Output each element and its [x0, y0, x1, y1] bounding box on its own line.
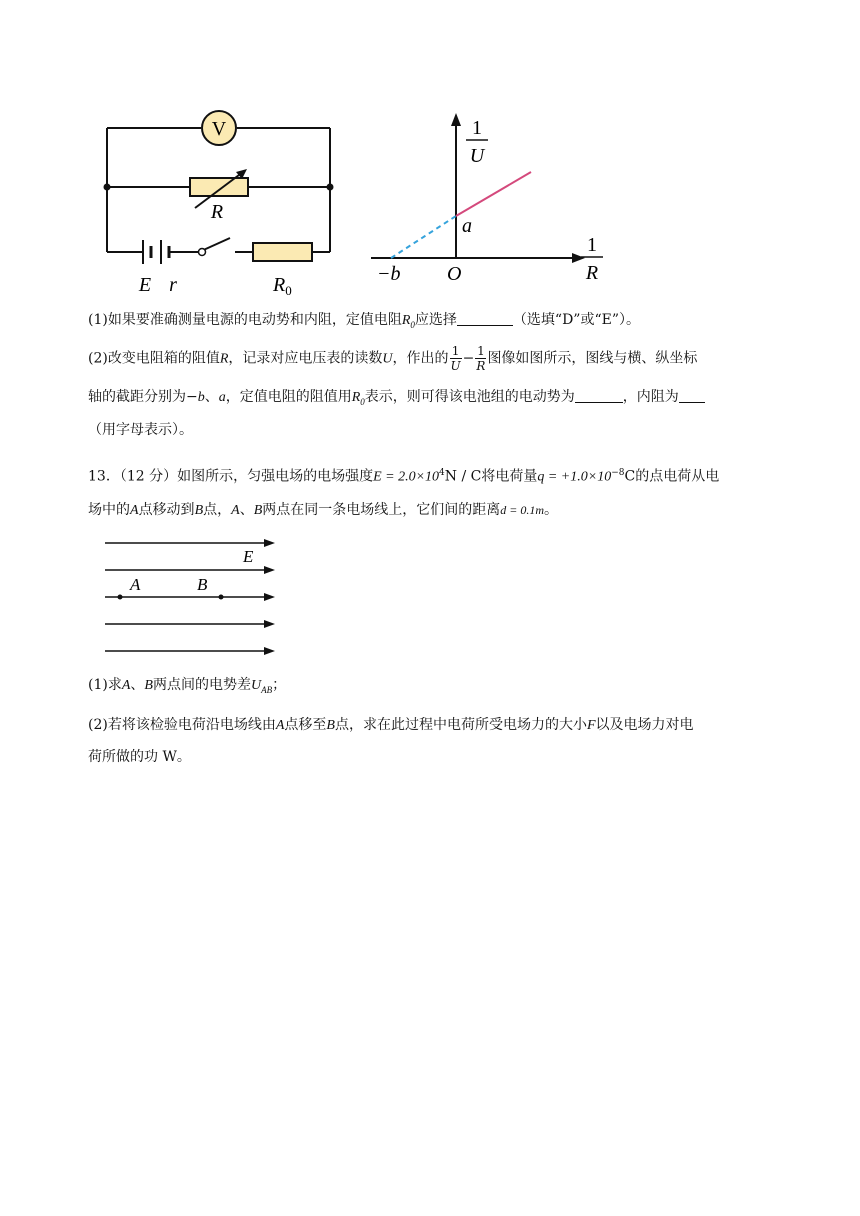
q13-l2e: 两点在同一条电场线上，它们间的距离 [262, 502, 501, 518]
q13-tail: 的点电荷从电 [635, 468, 720, 485]
q12-p2-R0-sub: 0 [360, 396, 365, 407]
q13-s2-end: 以及电场力对电 [595, 717, 694, 733]
q12-p2-R: R [219, 351, 229, 367]
field-arrowheads [264, 539, 275, 655]
q13-mid: 将电荷量 [481, 468, 538, 485]
q13-l2c: 点， [203, 502, 232, 518]
y-axis-label-num: 1 [472, 117, 482, 139]
q13-q-exp: −8 [611, 468, 625, 478]
q12-p1-text: (1)如果要准确测量电源的电动势和内阻，定值电阻 [88, 312, 402, 328]
q12-p1-post: 应选择 [414, 312, 457, 328]
q13-sub1 [88, 675, 286, 700]
answer-blank-internal[interactable] [679, 388, 705, 403]
q12-p2-U: U [382, 351, 393, 367]
y-axis-label-den: U [469, 145, 485, 167]
q13-sub2-line1 [88, 715, 694, 736]
q13-l2a: 场中的 [88, 502, 130, 518]
q13-l2f: 。 [544, 502, 559, 518]
inverse-graph [365, 108, 610, 288]
q13-s2-pre: (2)若将该检验电荷沿电场线由 [88, 717, 276, 733]
q12-p2-l2c: 表示，则可得该电池组的电动势为 [364, 389, 575, 405]
q12-p2-R0: R [351, 390, 361, 405]
q12-p2-l2d: ，内阻为 [622, 389, 679, 405]
x-intercept-label: −b [377, 263, 401, 285]
q13-q-expr: q = +1.0×10 [537, 469, 612, 485]
answer-blank-emf[interactable] [575, 388, 623, 403]
field-E-label: E [243, 547, 254, 566]
q12-p1-tail: （选填“D”或“E”）。 [512, 312, 640, 328]
q13-s1-mid: 两点间的电势差 [152, 677, 251, 693]
q12-p2-pre: (2)改变电阻箱的阻值 [88, 350, 220, 367]
point-A-label: A [130, 575, 141, 594]
q12-p2-mid1: ，记录对应电压表的读数 [228, 350, 383, 367]
extrapolated-dashed-line [391, 216, 456, 258]
q13-l2b: 点移动到 [138, 502, 195, 518]
switch-contact [199, 249, 206, 256]
q12-part2-line2 [88, 387, 705, 412]
fraction-1-over-U: $\frac{1}{U}$ [450, 344, 461, 373]
q13-s2-mid1: 点移至 [284, 717, 327, 733]
fraction-1-over-R: $\frac{1}{R}$ [476, 344, 486, 373]
circuit-diagram [95, 105, 345, 295]
junction-node-left [104, 184, 111, 191]
q13-line1 [88, 463, 719, 488]
q13-B-1: B [194, 503, 204, 518]
voltmeter-label: V [211, 118, 227, 140]
q13-E-expr: E = 2.0×10 [373, 469, 440, 485]
q12-p2-mid2: ，作出的 [392, 350, 449, 367]
data-line [456, 172, 531, 216]
y-intercept-label: a [462, 215, 472, 237]
q13-s1-end: ； [272, 677, 287, 693]
q12-p2-l2a: 轴的截距分别为− [88, 389, 198, 405]
point-B-label: B [197, 575, 208, 594]
origin-label: O [447, 263, 462, 285]
q13-sub2-line2 [88, 747, 191, 767]
q12-p2-post: 图像如图所示，图线与横、纵坐标 [487, 350, 698, 367]
q12-part2-line3 [88, 420, 193, 440]
fixed-resistor-symbol [253, 243, 312, 261]
q12-p2-a: a [218, 390, 226, 405]
battery-symbol [143, 240, 169, 264]
point-B-dot [219, 595, 224, 600]
q13-E-unit: N / C [444, 468, 482, 485]
q13-line2 [88, 500, 558, 521]
q12-p2-l2b: ，定值电阻的阻值用 [225, 389, 352, 405]
q13-l2d: 、 [239, 502, 254, 518]
q13-A-2: A [231, 503, 240, 518]
point-A-dot [118, 595, 123, 600]
q12-part2-line1 [88, 344, 697, 373]
q13-s2-mid2: 点，求在此过程中电荷所受电场力的大小 [334, 717, 587, 733]
answer-blank-1[interactable] [457, 311, 513, 326]
field-lines-figure [100, 535, 280, 660]
rheostat-label: R [210, 201, 224, 223]
x-axis-label-num: 1 [587, 234, 597, 256]
q13-B-2: B [253, 503, 263, 518]
y-axis-arrow-icon [451, 113, 461, 126]
q13-s2-F: F [586, 718, 596, 733]
q12-p1-sub: 0 [410, 319, 415, 330]
q12-p1-R: R [401, 313, 411, 328]
minus-sign: − [462, 350, 475, 367]
q13-s1-sub: AB [261, 684, 273, 695]
q13-head: 13．（12 分）如图所示，匀强电场的电场强度 [88, 468, 374, 485]
fixed-resistor-label: $R_0$ [273, 274, 292, 295]
q12-p2-sep: 、 [204, 389, 219, 405]
q13-s1-U: U [250, 678, 262, 693]
q13-s1-A: A [121, 678, 131, 693]
q13-E-exp: 4 [439, 468, 445, 478]
x-axis-label-den: R [585, 262, 599, 284]
q13-s1-sep: 、 [130, 677, 145, 693]
q13-s2-A: A [275, 718, 285, 733]
q13-s2-B: B [326, 718, 335, 733]
q13-d-expr: d = 0.1m [500, 503, 545, 517]
q13-s2-l2: 荷所做的功 W。 [88, 749, 191, 765]
q13-A-1: A [130, 503, 139, 518]
q12-p2-l3: （用字母表示）。 [88, 422, 193, 438]
q13-s1-B: B [144, 678, 153, 693]
junction-node-right [327, 184, 334, 191]
emf-label: E [138, 274, 152, 295]
internal-resistance-label: r [169, 274, 177, 295]
q13-q-unit: C [624, 468, 636, 485]
q13-s1-pre: (1)求 [88, 677, 122, 693]
resistance-box-symbol [190, 178, 248, 196]
x-axis-arrow-icon [572, 253, 585, 263]
q12-part1 [88, 310, 640, 335]
q12-p2-b: b [197, 390, 205, 405]
